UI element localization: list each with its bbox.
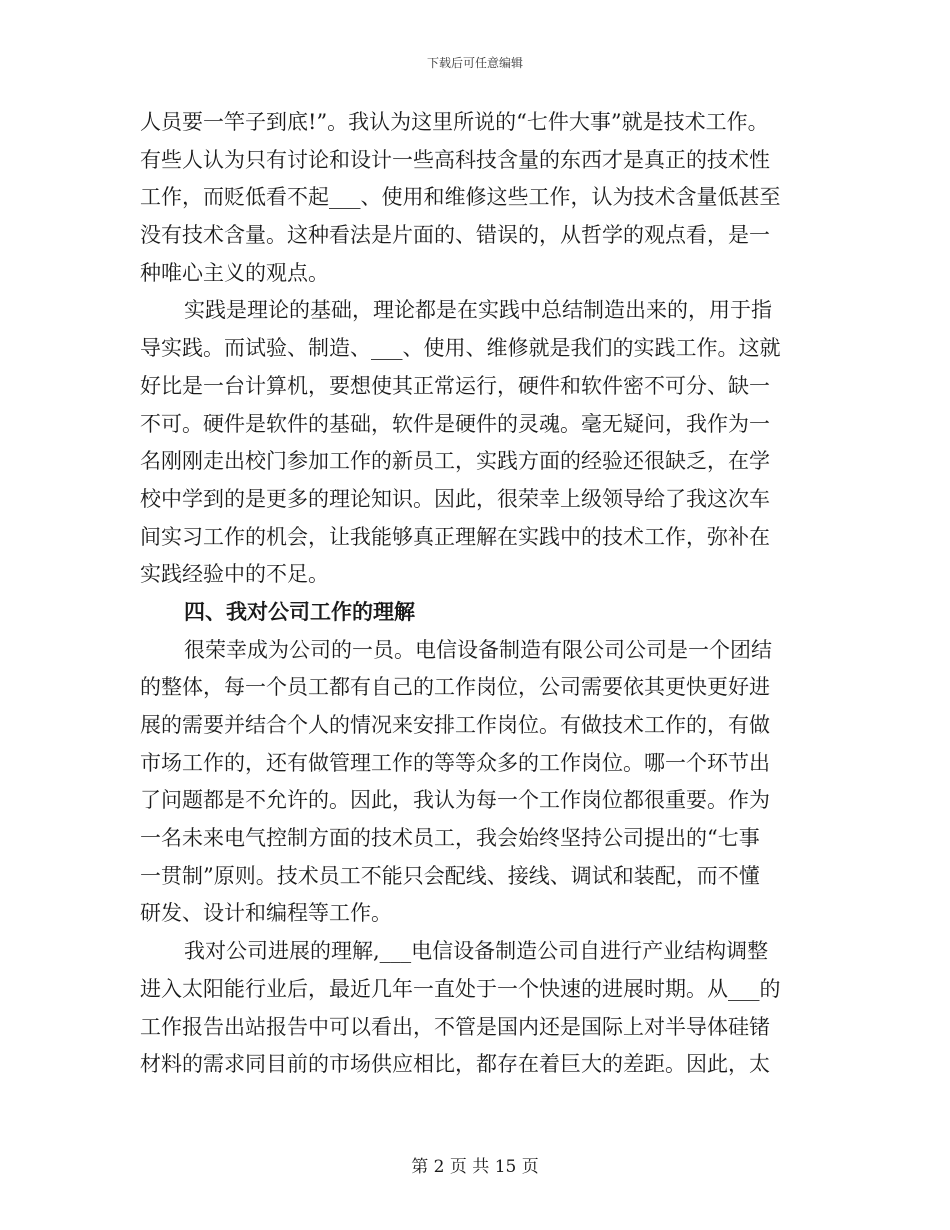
text-line: 有些人认为只有讨论和设计一些高科技含量的东西才是真正的技术性 [140, 147, 770, 172]
text-line: 人员要一竿子到底!”。我认为这里所说的“七件大事”就是技术工作。 [140, 110, 769, 134]
paragraph-start-line: 实践是理论的基础，理论都是在实践中总结制造出来的，用于指 [184, 298, 772, 323]
text-line: 市场工作的，还有做管理工作的等等众多的工作岗位。哪一个环节出 [140, 750, 770, 775]
text-line: 材料的需求同目前的市场供应相比，都存在着巨大的差距。因此，太 [140, 1052, 770, 1077]
text-line: 不可。硬件是软件的基础，软件是硬件的灵魂。毫无疑问，我作为一 [140, 411, 770, 436]
text-line: 研发、设计和编程等工作。 [140, 901, 392, 926]
page-header: 下载后可任意编辑 [426, 56, 523, 70]
text-line: 好比是一台计算机，要想使其正常运行，硬件和软件密不可分、缺一 [140, 373, 770, 398]
text-line: 校中学到的是更多的理论知识。因此，很荣幸上级领导给了我这次车 [140, 486, 770, 511]
text-line: 导实践。而试验、制造、___、使用、维修就是我们的实践工作。这就 [140, 336, 781, 361]
text-line: 种唯心主义的观点。 [140, 260, 329, 285]
text-line: 名刚刚走出校门参加工作的新员工，实践方面的经验还很缺乏，在学 [140, 449, 770, 474]
text-line: 的整体，每一个员工都有自己的工作岗位，公司需要依其更快更好进 [140, 675, 770, 700]
text-line: 工作报告出站报告中可以看出，不管是国内还是国际上对半导体硅锗 [140, 1014, 770, 1039]
text-line: 实践经验中的不足。 [140, 562, 329, 587]
text-line: 工作，而贬低看不起___、使用和维修这些工作，认为技术含量低甚至 [140, 185, 781, 210]
text-line: 间实习工作的机会，让我能够真正理解在实践中的技术工作，弥补在 [140, 524, 770, 549]
text-line: 展的需要并结合个人的情况来安排工作岗位。有做技术工作的，有做 [140, 713, 770, 737]
text-line: 了问题都是不允许的。因此，我认为每一个工作岗位都很重要。作为 [140, 788, 770, 813]
body-text [140, 104, 820, 1084]
paragraph-start-line: 很荣幸成为公司的一员。电信设备制造有限公司公司是一个团结 [184, 637, 772, 662]
text-line: 一名未来电气控制方面的技术员工，我会始终坚持公司提出的“七事 [140, 826, 760, 851]
text-line: 没有技术含量。这种看法是片面的、错误的，从哲学的观点看，是一 [140, 223, 770, 248]
text-line: 一贯制”原则。技术员工不能只会配线、接线、调试和装配，而不懂 [140, 863, 760, 888]
paragraph-start-line: 我对公司进展的理解,___电信设备制造公司自进行产业结构调整 [184, 939, 769, 964]
text-line: 进入太阳能行业后，最近几年一直处于一个快速的进展时期。从___的 [140, 976, 781, 1001]
page-footer: 第 2 页 共 15 页 [411, 1157, 539, 1177]
section-heading: 四、我对公司工作的理解 [184, 599, 415, 624]
